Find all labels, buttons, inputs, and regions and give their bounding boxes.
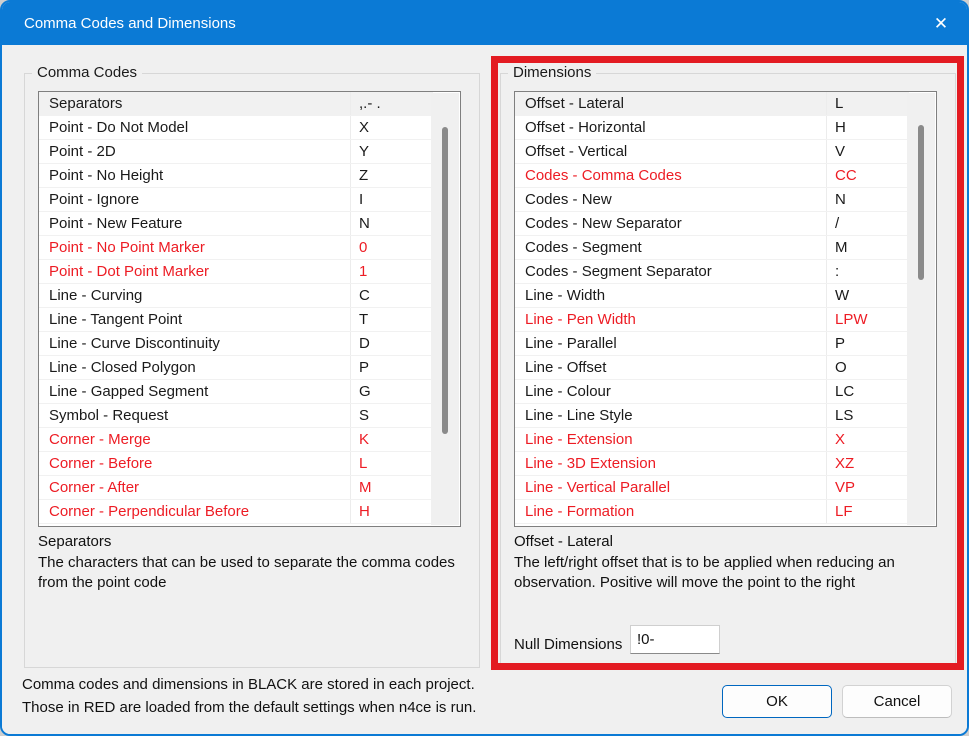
list-row[interactable] bbox=[515, 500, 909, 524]
dimension-value: XZ bbox=[826, 452, 909, 475]
dimension-value: M bbox=[826, 236, 909, 259]
code-name: Separators bbox=[49, 95, 123, 112]
code-name: Corner - Perpendicular Before bbox=[49, 503, 250, 520]
dimension-name: Offset - Vertical bbox=[525, 143, 628, 160]
list-row[interactable] bbox=[39, 500, 433, 524]
list-row[interactable] bbox=[515, 356, 909, 380]
dimension-value: LF bbox=[826, 500, 909, 523]
title-bar bbox=[2, 2, 967, 45]
dimension-value: LS bbox=[826, 404, 909, 427]
list-row[interactable] bbox=[39, 116, 433, 140]
list-row[interactable] bbox=[515, 404, 909, 428]
dimensions-group-label: Dimensions bbox=[508, 64, 596, 81]
dimension-name: Offset - Horizontal bbox=[525, 119, 646, 136]
description-body: The left/right offset that is to be applied when reducing an observation. Positive will move the point to the right bbox=[514, 553, 895, 591]
dimension-name: Line - Pen Width bbox=[525, 311, 636, 328]
list-row[interactable] bbox=[39, 164, 433, 188]
code-name: Point - Dot Point Marker bbox=[49, 263, 210, 280]
code-value: T bbox=[350, 308, 433, 331]
comma-codes-rows bbox=[39, 92, 433, 524]
list-row[interactable] bbox=[515, 428, 909, 452]
list-row[interactable] bbox=[515, 380, 909, 404]
list-row[interactable] bbox=[39, 308, 433, 332]
dimension-value: / bbox=[826, 212, 909, 235]
dimensions-rows bbox=[515, 92, 909, 524]
code-name: Line - Curve Discontinuity bbox=[49, 335, 220, 352]
code-name: Corner - Merge bbox=[49, 431, 151, 448]
cancel-button[interactable]: Cancel bbox=[842, 685, 952, 718]
footer-note-line2: Those in RED are loaded from the default settings when n4ce is run. bbox=[22, 698, 477, 716]
list-row[interactable] bbox=[39, 236, 433, 260]
list-row[interactable] bbox=[39, 452, 433, 476]
description-title: Offset - Lateral bbox=[514, 533, 613, 550]
list-row[interactable] bbox=[515, 332, 909, 356]
list-row[interactable] bbox=[39, 404, 433, 428]
dimension-value: LC bbox=[826, 380, 909, 403]
code-value: C bbox=[350, 284, 433, 307]
list-row[interactable] bbox=[515, 284, 909, 308]
dimension-name: Codes - New bbox=[525, 191, 612, 208]
list-row[interactable] bbox=[515, 188, 909, 212]
close-icon[interactable]: ✕ bbox=[933, 13, 949, 33]
list-row[interactable] bbox=[515, 236, 909, 260]
dimension-name: Line - Width bbox=[525, 287, 606, 304]
dimension-name: Codes - Segment Separator bbox=[525, 263, 712, 280]
window-title: Comma Codes and Dimensions bbox=[24, 15, 236, 32]
list-row[interactable] bbox=[39, 284, 433, 308]
code-name: Point - 2D bbox=[49, 143, 116, 160]
dimension-value: VP bbox=[826, 476, 909, 499]
code-value: G bbox=[350, 380, 433, 403]
dimension-value: W bbox=[826, 284, 909, 307]
code-name: Corner - Before bbox=[49, 455, 153, 472]
dimension-value: V bbox=[826, 140, 909, 163]
comma-codes-list[interactable] bbox=[38, 91, 461, 527]
code-name: Point - New Feature bbox=[49, 215, 183, 232]
code-value: P bbox=[350, 356, 433, 379]
dimension-name: Line - Formation bbox=[525, 503, 635, 520]
comma-codes-description bbox=[38, 532, 478, 594]
dimension-name: Line - 3D Extension bbox=[525, 455, 656, 472]
list-row[interactable] bbox=[39, 140, 433, 164]
dimension-name: Offset - Lateral bbox=[525, 95, 624, 112]
code-name: Point - No Height bbox=[49, 167, 164, 184]
dimension-value: H bbox=[826, 116, 909, 139]
list-row[interactable] bbox=[39, 260, 433, 284]
dimension-name: Line - Colour bbox=[525, 383, 611, 400]
dimensions-description bbox=[514, 532, 954, 594]
dimension-value: LPW bbox=[826, 308, 909, 331]
footer-note-line1: Comma codes and dimensions in BLACK are stored in each project. bbox=[22, 676, 475, 693]
list-row[interactable] bbox=[515, 452, 909, 476]
list-row[interactable] bbox=[39, 380, 433, 404]
code-name: Line - Curving bbox=[49, 287, 143, 304]
ok-button[interactable]: OK bbox=[722, 685, 832, 718]
null-dimensions-label: Null Dimensions bbox=[514, 636, 623, 653]
code-name: Point - No Point Marker bbox=[49, 239, 205, 256]
code-name: Line - Tangent Point bbox=[49, 311, 183, 328]
null-dimensions-input[interactable] bbox=[630, 625, 720, 654]
list-row[interactable] bbox=[39, 356, 433, 380]
code-value: I bbox=[350, 188, 433, 211]
scrollbar-thumb[interactable] bbox=[442, 127, 448, 434]
dimensions-list[interactable] bbox=[514, 91, 937, 527]
list-row[interactable] bbox=[515, 260, 909, 284]
code-value: ,.- . bbox=[350, 92, 433, 115]
code-value: D bbox=[350, 332, 433, 355]
code-value: Y bbox=[350, 140, 433, 163]
code-name: Line - Gapped Segment bbox=[49, 383, 209, 400]
footer-note bbox=[22, 674, 476, 719]
code-name: Point - Do Not Model bbox=[49, 119, 189, 136]
list-row[interactable] bbox=[515, 164, 909, 188]
list-row[interactable] bbox=[515, 140, 909, 164]
dimension-value: : bbox=[826, 260, 909, 283]
dimension-name: Line - Extension bbox=[525, 431, 633, 448]
dimension-name: Codes - Comma Codes bbox=[525, 167, 682, 184]
code-value: Z bbox=[350, 164, 433, 187]
dimension-name: Line - Offset bbox=[525, 359, 607, 376]
code-value: L bbox=[350, 452, 433, 475]
list-row[interactable] bbox=[39, 428, 433, 452]
scrollbar-thumb[interactable] bbox=[918, 125, 924, 280]
list-row[interactable] bbox=[515, 116, 909, 140]
dialog-body bbox=[2, 45, 967, 734]
list-row[interactable] bbox=[39, 212, 433, 236]
comma-codes-scrollbar[interactable] bbox=[431, 93, 459, 525]
code-value: S bbox=[350, 404, 433, 427]
list-row[interactable] bbox=[39, 92, 433, 116]
dimension-name: Line - Vertical Parallel bbox=[525, 479, 671, 496]
dimension-value: L bbox=[826, 92, 909, 115]
dimension-value: N bbox=[826, 188, 909, 211]
code-name: Point - Ignore bbox=[49, 191, 140, 208]
dimension-name: Codes - New Separator bbox=[525, 215, 682, 232]
code-value: 0 bbox=[350, 236, 433, 259]
list-row[interactable] bbox=[39, 476, 433, 500]
code-name: Corner - After bbox=[49, 479, 140, 496]
code-name: Line - Closed Polygon bbox=[49, 359, 196, 376]
list-row[interactable] bbox=[515, 212, 909, 236]
comma-codes-group-label: Comma Codes bbox=[32, 64, 142, 81]
code-value: 1 bbox=[350, 260, 433, 283]
dimension-value: O bbox=[826, 356, 909, 379]
list-row[interactable] bbox=[39, 332, 433, 356]
code-value: K bbox=[350, 428, 433, 451]
list-row[interactable] bbox=[515, 476, 909, 500]
code-value: N bbox=[350, 212, 433, 235]
code-name: Symbol - Request bbox=[49, 407, 169, 424]
dimensions-scrollbar[interactable] bbox=[907, 93, 935, 525]
description-title: Separators bbox=[38, 533, 112, 550]
dimension-value: CC bbox=[826, 164, 909, 187]
list-row[interactable] bbox=[39, 188, 433, 212]
description-body: The characters that can be used to separate the comma codes from the point code bbox=[38, 553, 455, 591]
code-value: M bbox=[350, 476, 433, 499]
list-row[interactable] bbox=[515, 308, 909, 332]
dimension-value: P bbox=[826, 332, 909, 355]
code-value: H bbox=[350, 500, 433, 523]
list-row[interactable] bbox=[515, 92, 909, 116]
dimension-name: Line - Parallel bbox=[525, 335, 617, 352]
dimension-value: X bbox=[826, 428, 909, 451]
dimension-name: Line - Line Style bbox=[525, 407, 633, 424]
code-value: X bbox=[350, 116, 433, 139]
dimension-name: Codes - Segment bbox=[525, 239, 642, 256]
